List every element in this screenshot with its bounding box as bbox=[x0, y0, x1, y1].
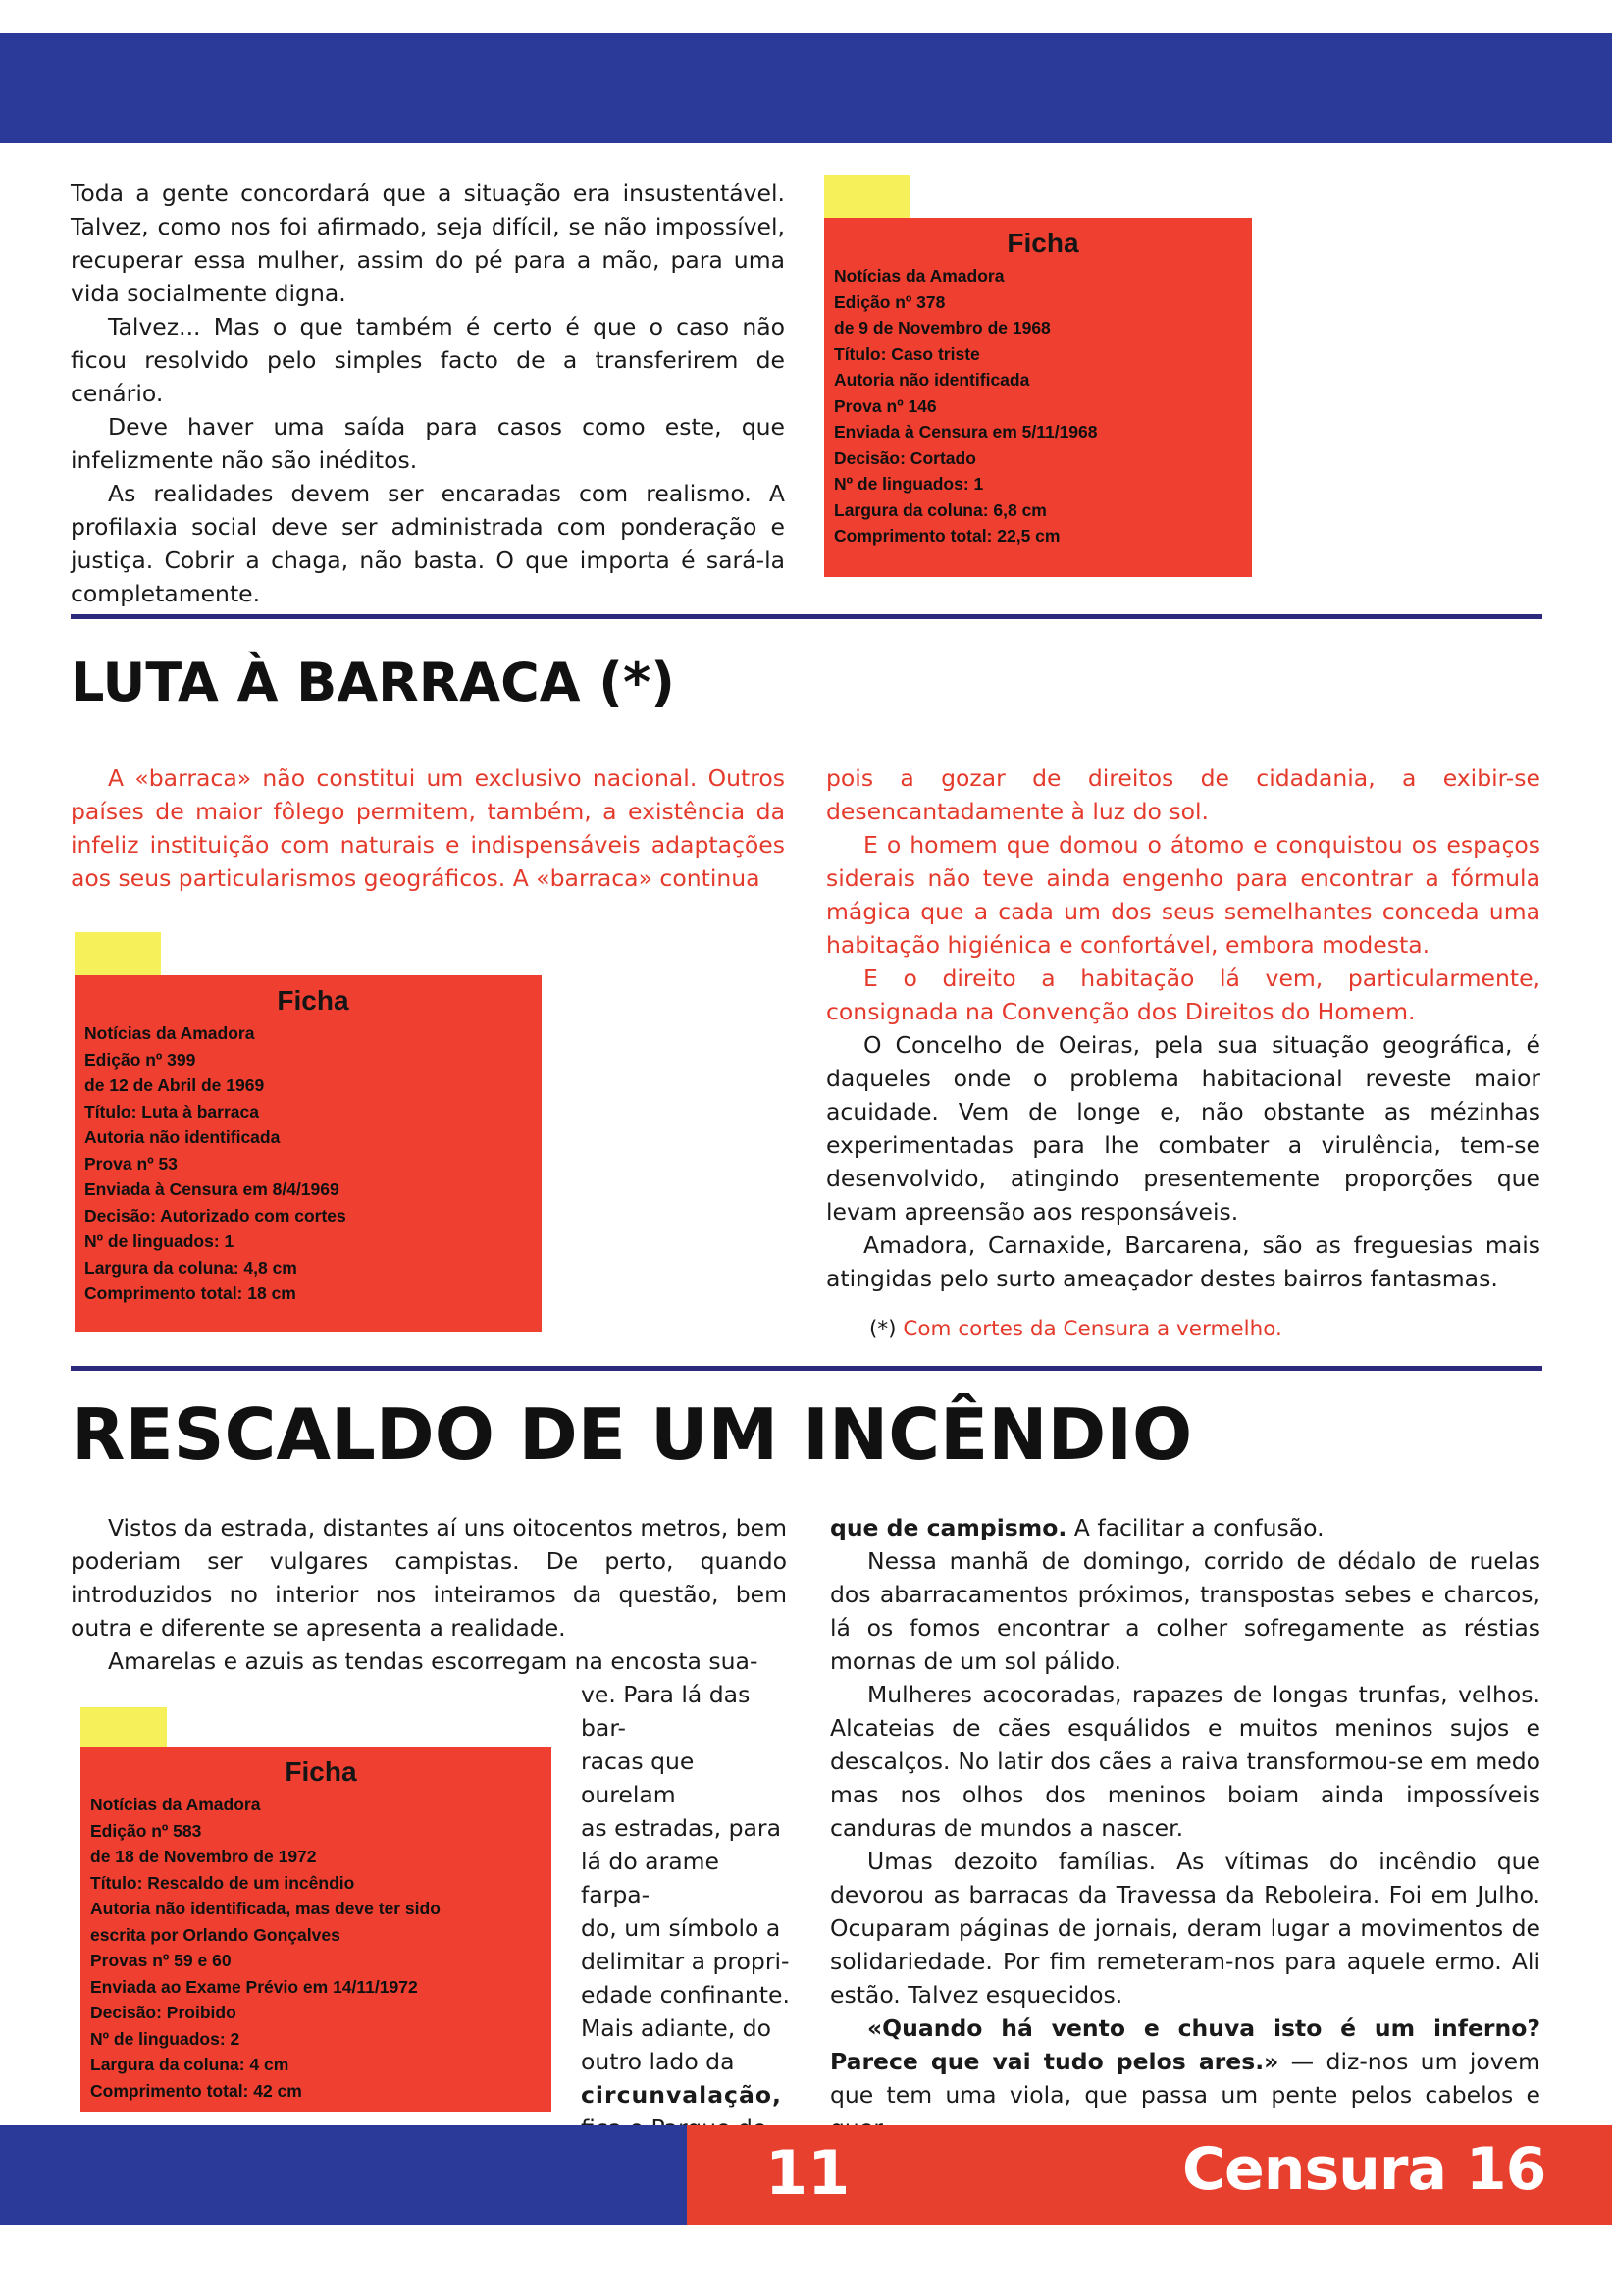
ficha-line: de 9 de Novembro de 1968 bbox=[834, 318, 1051, 338]
intro-paragraph: Deve haver uma saída para casos como este, que infelizmente não são inéditos. bbox=[71, 413, 785, 474]
text-line: racas que ourelam bbox=[581, 1748, 695, 1808]
body-paragraph: Mulheres acocoradas, rapazes de longas trunfas, velhos. Alcateias de cães esquálidos e muitos meninos sujos e descalços. No latir dos cães a raiva transformou-se em medo mas nos olhos dos meninos boiam ainda impossíveis canduras de mundos a nascer. bbox=[830, 1681, 1540, 1842]
text-line: lá do arame farpa- bbox=[581, 1848, 719, 1908]
magazine-title: Censura 16 bbox=[1182, 2135, 1546, 2204]
ficha-line: Autoria não identificada, mas deve ter sido bbox=[90, 1899, 441, 1918]
intro-paragraph: Talvez... Mas o que também é certo é que o caso não ficou resolvido pelo simples facto de a transferirem de cenário. bbox=[71, 313, 785, 407]
ficha-line: Prova nº 53 bbox=[84, 1153, 178, 1174]
ficha-line: Autoria não identificada bbox=[84, 1127, 281, 1147]
ficha-line: Largura da coluna: 6,8 cm bbox=[834, 499, 1047, 520]
ficha-box-2 bbox=[75, 975, 542, 1332]
ficha-line: Notícias da Amadora bbox=[90, 1795, 261, 1814]
section1-right-column bbox=[826, 761, 1540, 1346]
body-paragraph bbox=[830, 1511, 1540, 1544]
text-line: edade confinante. bbox=[581, 1981, 790, 2009]
ficha-line: Decisão: Cortado bbox=[834, 447, 976, 468]
censored-text-left bbox=[71, 761, 785, 895]
ficha-title: Ficha bbox=[1007, 228, 1079, 258]
body-paragraph: Amadora, Carnaxide, Barcarena, são as freguesias mais atingidas pelo surto ameaçador destes bairros fantasmas. bbox=[826, 1231, 1540, 1292]
censored-paragraph: E o homem que domou o átomo e conquistou os espaços siderais não teve ainda engenho para encontrar a fórmula mágica que a cada um dos seus semelhantes conceda uma habitação higiénica e confortável, embora modesta. bbox=[826, 831, 1540, 959]
ficha-line: Título: Caso triste bbox=[834, 343, 980, 364]
ficha-line: Comprimento total: 42 cm bbox=[90, 2080, 302, 2101]
ficha-line: Edição nº 378 bbox=[834, 291, 946, 312]
ficha-line: Decisão: Proibido bbox=[90, 2003, 236, 2022]
ficha-line: Nº de linguados: 1 bbox=[834, 474, 984, 494]
ficha-line: Título: Luta à barraca bbox=[84, 1101, 259, 1122]
text-line: circunvalação, bbox=[581, 2081, 782, 2109]
ficha-line: Largura da coluna: 4 cm bbox=[90, 2055, 289, 2074]
ficha-line: Prova nº 146 bbox=[834, 395, 937, 416]
ficha-line: Edição nº 583 bbox=[90, 1820, 202, 1841]
ficha-line: Enviada ao Exame Prévio em 14/11/1972 bbox=[90, 1976, 418, 1997]
ficha-line: de 12 de Abril de 1969 bbox=[84, 1075, 265, 1095]
section-divider bbox=[71, 614, 1542, 619]
ficha-line: Decisão: Autorizado com cortes bbox=[84, 1205, 346, 1226]
note-marker: (*) bbox=[869, 1317, 897, 1341]
censored-paragraph: E o direito a habitação lá vem, particularmente, consignada na Convenção dos Direitos do Homem. bbox=[826, 965, 1540, 1025]
lead-rest: A facilitar a confusão. bbox=[1066, 1514, 1325, 1541]
section2-right-column bbox=[830, 1511, 1540, 2145]
body-paragraph: Amarelas e azuis as tendas escorregam na encosta sua- bbox=[108, 1647, 758, 1675]
section2-left-column bbox=[71, 1511, 787, 1678]
ficha-line: Enviada à Censura em 5/11/1968 bbox=[834, 422, 1098, 442]
ficha-line: Comprimento total: 18 cm bbox=[84, 1283, 296, 1303]
bold-lead: que de campismo. bbox=[830, 1514, 1067, 1541]
text-line: outro lado da bbox=[581, 2048, 735, 2075]
ficha-line: Nº de linguados: 1 bbox=[84, 1231, 234, 1251]
body-paragraph: O Concelho de Oeiras, pela sua situação geográfica, é daqueles onde o problema habitacional reveste maior acuidade. Vem de longe e, não obstante as mézinhas experimentadas para lhe combater a virulência, tem-se desenvolvido, atingindo presentemente proporções que levam apreensão aos responsáveis. bbox=[826, 1031, 1540, 1226]
quote-rest: — diz-nos um jovem que tem uma viola, que passa um pente pelos cabelos e bbox=[830, 2048, 1540, 2109]
section-divider bbox=[71, 1366, 1542, 1371]
ficha-line: de 18 de Novembro de 1972 bbox=[90, 1847, 317, 1866]
ficha-line: Comprimento total: 22,5 cm bbox=[834, 526, 1061, 546]
quote: «Quando há vento e chuva isto é um inferno? Parece que vai tudo pelos ares.» bbox=[830, 2014, 1540, 2075]
page-number: 11 bbox=[765, 2137, 851, 2209]
intro-text-column bbox=[71, 177, 785, 610]
censored-paragraph: pois a gozar de direitos de cidadania, a exibir-se desencantadamente à luz do sol. bbox=[826, 764, 1540, 825]
text-line: ve. Para lá das bar- bbox=[581, 1681, 751, 1742]
text-line: as estradas, para bbox=[581, 1814, 781, 1842]
ficha-title: Ficha bbox=[277, 985, 349, 1016]
ficha-line: Largura da coluna: 4,8 cm bbox=[84, 1257, 297, 1278]
censored-paragraph: A «barraca» não constitui um exclusivo nacional. Outros países de maior fôlego permitem, também, a existência da infeliz instituição com naturais e indispensáveis adaptações aos seus particularismos geográficos. A «barraca» continua bbox=[71, 764, 785, 892]
body-paragraph: Nessa manhã de domingo, corrido de dédalo de ruelas dos abarracamentos próximos, transpostas sebes e charcos, lá os fomos encontrar a colher sofregamente as réstias mornas de um sol pálido. bbox=[830, 1547, 1540, 1675]
footer-blue-band bbox=[0, 2125, 775, 2225]
ficha-box-1 bbox=[824, 218, 1252, 577]
highlight-strip bbox=[75, 932, 161, 977]
ficha-line: Provas nº 59 e 60 bbox=[90, 1951, 232, 1970]
body-paragraph: Umas dezoito famílias. As vítimas do incêndio que devorou as barracas da Travessa da Reboleira. Foi em Julho. Ocuparam páginas de jornais, deram lugar a movimentos de solidariedade. Por fim remeteram-nos para aquele ermo. Ali estão. Talvez esquecidos. bbox=[830, 1848, 1540, 2009]
highlight-strip bbox=[824, 175, 910, 220]
text-line: Mais adiante, do bbox=[581, 2014, 771, 2042]
text-line: do, um símbolo a bbox=[581, 1914, 781, 1942]
censorship-note bbox=[826, 1313, 1540, 1346]
top-banner bbox=[0, 33, 1612, 143]
ficha-line: Notícias da Amadora bbox=[834, 266, 1005, 286]
ficha-line: Título: Rescaldo de um incêndio bbox=[90, 1872, 355, 1893]
ficha-line: Enviada à Censura em 8/4/1969 bbox=[84, 1179, 339, 1199]
intro-paragraph: Toda a gente concordará que a situação era insustentável. Talvez, como nos foi afirmado, seja difícil, se não impossível, recuperar essa mulher, assim do pé para a mão, para uma vida socialmente digna. bbox=[71, 180, 785, 307]
intro-paragraph: As realidades devem ser encaradas com realismo. A profilaxia social deve ser administrada com ponderação e justiça. Cobrir a chaga, não basta. O que importa é sará-la completamente. bbox=[71, 480, 785, 607]
section-heading: LUTA À BARRACA (*) bbox=[71, 652, 675, 713]
ficha-title: Ficha bbox=[285, 1756, 357, 1787]
ficha-box-3 bbox=[80, 1747, 551, 2112]
ficha-line: Edição nº 399 bbox=[84, 1049, 196, 1070]
ficha-line: Nº de linguados: 2 bbox=[90, 2028, 240, 2049]
ficha-line: Notícias da Amadora bbox=[84, 1023, 255, 1043]
ficha-line: Autoria não identificada bbox=[834, 370, 1030, 390]
note-text: Com cortes da Censura a vermelho. bbox=[903, 1317, 1282, 1341]
section-heading: RESCALDO DE UM INCÊNDIO bbox=[71, 1393, 1193, 1476]
text-line: delimitar a propri- bbox=[581, 1948, 790, 1975]
ficha-line: escrita por Orlando Gonçalves bbox=[90, 1924, 340, 1945]
body-paragraph: Vistos da estrada, distantes aí uns oitocentos metros, bem poderiam ser vulgares campistas. De perto, quando introduzidos no interior nos inteiramos da questão, bem outra e diferente se apresenta a realidade. bbox=[71, 1514, 787, 1642]
